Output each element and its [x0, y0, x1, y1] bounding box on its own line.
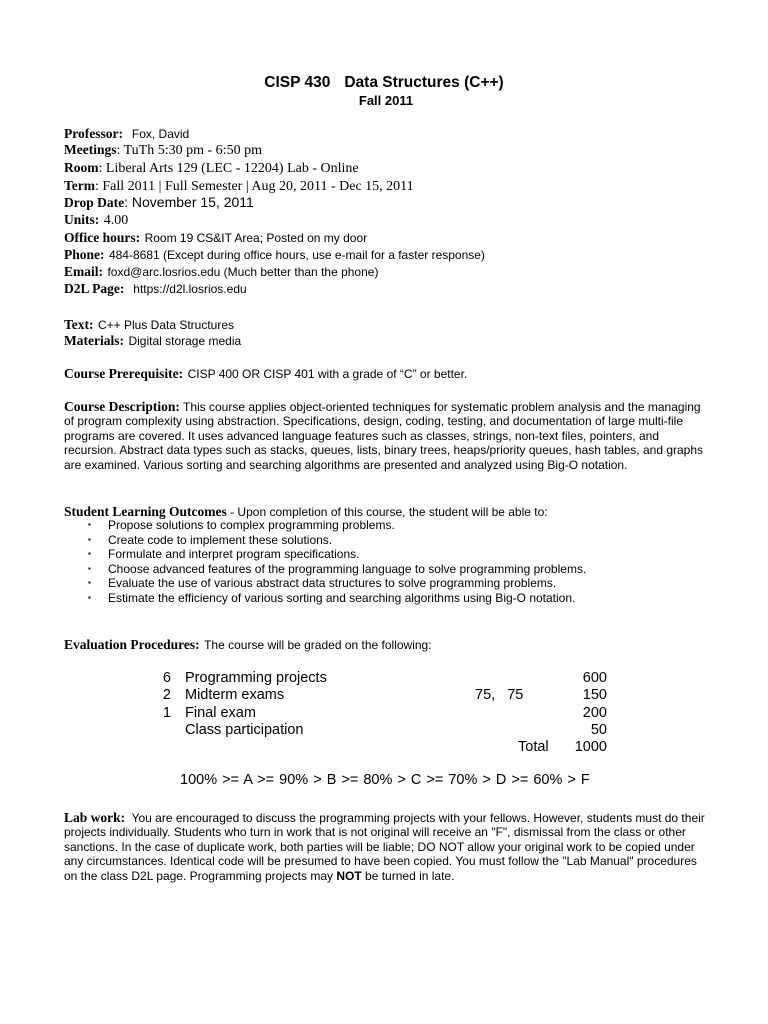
meetings-line: Meetings: TuTh 5:30 pm - 6:50 pm [64, 142, 262, 158]
term-heading: Fall 2011 [358, 93, 414, 108]
list-item: ▪ Evaluate the use of various abstract data structures to solve programming problems. [88, 576, 557, 591]
materials-line: Materials: Digital storage media [64, 333, 242, 348]
term-line: Term: Fall 2011 | Full Semester | Aug 20, 2011 - Dec 15, 2011 [64, 178, 414, 194]
square-bullet-icon: ▪ [88, 520, 91, 529]
table-row: 2 Midterm exams 75, 75 150 [162, 687, 607, 704]
square-bullet-icon: ▪ [88, 592, 91, 602]
professor-line: Professor: Fox, David [64, 126, 190, 141]
grading-table [157, 670, 617, 756]
text-line: Text: C++ Plus Data Structures [64, 317, 235, 332]
evaluation-heading: Evaluation Procedures: The course will be graded on the following: [64, 637, 432, 652]
total-label: Total [518, 739, 549, 756]
total-value: 1000 [574, 739, 607, 756]
course-description: Course Description: This course applies object-oriented techniques for systematic problem analysis and the managing of program complexity using abstraction. Specifications, design, coding, testing, and documentation of large multi-file programs are covered. It uses advanced language features such as classes, strings, non-text files, pointers, and recursion. Abstract data types such as stacks, queues, lists, binary trees, heaps/priority queues, hash tables, and graphs are examined. Various sorting and searching algorithms are presented and analyzed using Big-O notation. [64, 399, 704, 472]
outcomes-heading: Student Learning Outcomes - Upon completion of this course, the student will be able to: [64, 504, 548, 519]
drop-date-line: Drop Date: November 15, 2011 [64, 194, 254, 210]
list-item: ▪ Formulate and interpret program specifications. [88, 547, 360, 562]
table-row: 1 Final exam 200 [162, 704, 607, 721]
grading-scale: 100% >= A >= 90% > B >= 80% > C >= 70% > D >= 60% > F [180, 772, 590, 788]
course-title: CISP 430 Data Structures (C++) [264, 74, 504, 91]
phone-line: Phone: 484-8681 (Except during office hours, use e-mail for a faster response) [64, 247, 485, 262]
d2l-page-line: D2L Page: https://d2l.losrios.edu [64, 281, 247, 296]
list-item: ▪ Propose solutions to complex programming problems. [88, 518, 395, 532]
room-line: Room: Liberal Arts 129 (LEC - 12204) Lab - Online [64, 160, 359, 176]
outcomes-list [88, 518, 586, 606]
table-row: Class participation 50 [185, 721, 607, 738]
total-row [157, 739, 617, 756]
list-item: ▪ Estimate the efficiency of various sorting and searching algorithms using Big-O notation. [88, 590, 576, 605]
lab-work: Lab work: You are encouraged to discuss the programming projects with your fellows. However, students must do their projects individually. Students who turn in work that is not original will receive an "F", dismissal from the class or other sanctions. In the case of duplicate work, both parties will be liable; DO NOT allow your original work to be copied under any circumstances. Identical code will be presumed to have been copied. You must follow the "Lab Manual" procedures on the class D2L page. Programming projects may NOT be turned in late. [64, 810, 705, 883]
d2l-link[interactable]: https://d2l.losrios.edu [133, 282, 247, 296]
list-item: ▪ Create code to implement these solutions. [88, 532, 333, 547]
square-bullet-icon: ▪ [88, 549, 91, 559]
units-line: Units: 4.00 [64, 212, 129, 228]
square-bullet-icon: ▪ [88, 563, 91, 573]
email-line: Email: foxd@arc.losrios.edu (Much better than the phone) [64, 264, 379, 279]
list-item: ▪ Choose advanced features of the programming language to solve programming problems. [88, 561, 587, 576]
square-bullet-icon: ▪ [88, 534, 91, 544]
table-row: 6 Programming projects 600 [162, 670, 607, 686]
prerequisite-line: Course Prerequisite: CISP 400 OR CISP 401 with a grade of “C” or better. [64, 366, 468, 381]
email-link[interactable]: foxd@arc.losrios.edu (Much better than the phone) [107, 265, 379, 279]
square-bullet-icon: ▪ [88, 578, 91, 588]
office-hours-line: Office hours: Room 19 CS&IT Area; Posted on my door [64, 230, 368, 245]
